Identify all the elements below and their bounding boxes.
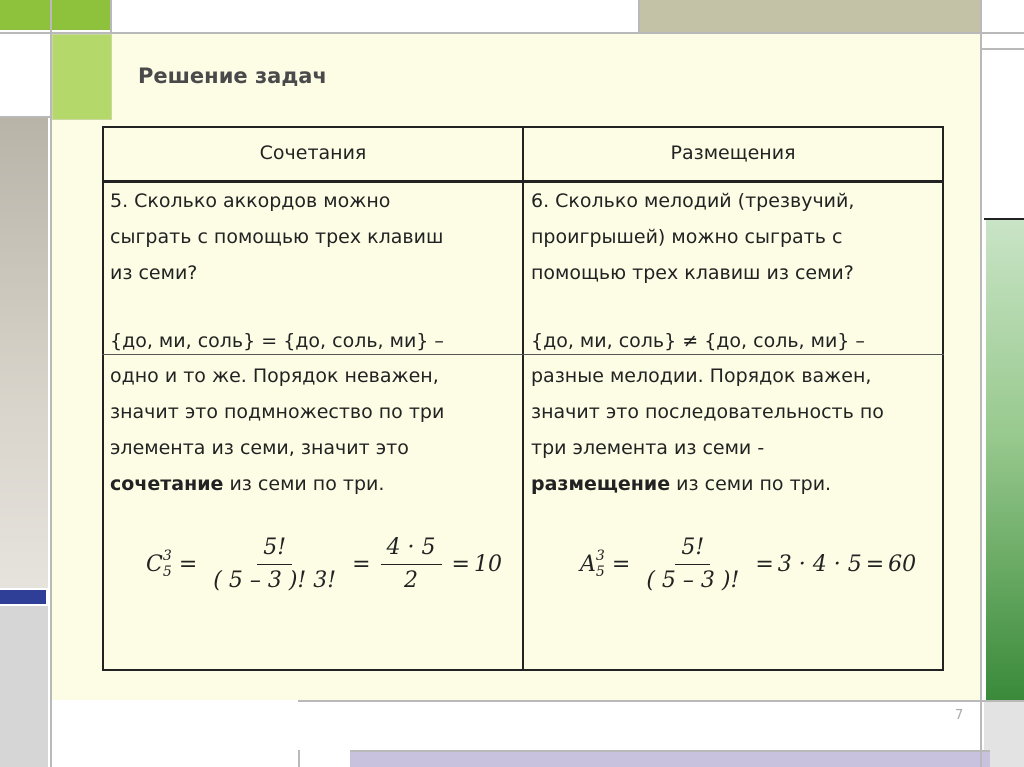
- decor-line: [0, 116, 52, 118]
- slide-footer-area: [52, 700, 980, 750]
- decor-right-green-bar: [986, 220, 1024, 700]
- decor-left-gray-bar-bottom: [0, 606, 48, 767]
- equals-sign: =: [865, 551, 885, 577]
- left-conclusion: [110, 466, 520, 502]
- fraction-denominator: 2: [404, 567, 419, 593]
- left-question: [110, 183, 520, 291]
- right-conclusion: [531, 466, 941, 502]
- left-question-line: 5. Сколько аккордов можно: [110, 190, 391, 212]
- left-question-line: из семи?: [110, 262, 198, 284]
- right-question-line: помощью трех клавиш из семи?: [531, 262, 854, 284]
- left-explanation-line: элемента из семи, значит это: [110, 437, 409, 459]
- right-question: [531, 183, 941, 291]
- formula-superscript: 3: [162, 547, 172, 564]
- left-explanation: [110, 358, 520, 502]
- right-set-inequality: {до, ми, соль} ≠ {до, соль, ми} –: [531, 330, 865, 352]
- combination-formula: [146, 532, 502, 596]
- arrangement-symbol: [580, 547, 605, 580]
- left-explanation-line: значит это подмножество по три: [110, 401, 445, 423]
- right-explanation: [531, 358, 941, 502]
- equals-sign: =: [352, 551, 371, 577]
- right-explanation-line: три элемента из семи -: [531, 437, 765, 459]
- right-question-line: проигрышей) можно сыграть с: [531, 226, 843, 248]
- decor-left-gray-bar: [0, 118, 48, 588]
- fraction-denominator: ( 5 – 3 )! 3!: [213, 567, 337, 593]
- fraction-denominator: ( 5 – 3 )!: [646, 567, 740, 593]
- equals-sign: =: [451, 551, 470, 577]
- formula-result: 60: [888, 551, 917, 577]
- fraction-numerator: 5!: [257, 535, 292, 565]
- decor-line: [350, 750, 990, 752]
- decor-line: [298, 700, 982, 702]
- right-question-line: 6. Сколько мелодий (трезвучий,: [531, 190, 855, 212]
- equals-sign: =: [755, 551, 774, 577]
- decor-green-square: [52, 34, 112, 120]
- decor-olive-block: [640, 0, 980, 32]
- formula-superscript: 3: [595, 547, 605, 564]
- decor-right-gray-block: [984, 700, 1024, 767]
- formula-product: 3 · 4 · 5: [777, 551, 862, 577]
- right-conclusion-rest: из семи по три.: [670, 473, 832, 495]
- slide-title: Решение задач: [138, 64, 327, 88]
- decor-green-block: [0, 0, 110, 30]
- decor-line: [980, 0, 982, 767]
- table-header-arrangements: Размещения: [670, 142, 796, 164]
- fraction-numerator: 5!: [675, 535, 710, 565]
- decor-right-dark-line: [984, 218, 1024, 220]
- left-explanation-line: одно и то же. Порядок неважен,: [110, 365, 439, 387]
- left-conclusion-rest: из семи по три.: [223, 473, 385, 495]
- page-number: 7: [955, 708, 964, 723]
- fraction-numerator: 4 · 5: [381, 535, 442, 565]
- formula-symbol-letter: C: [146, 551, 163, 577]
- table-header-combinations: Сочетания: [259, 142, 367, 164]
- decor-line: [110, 0, 112, 34]
- table-column-divider: [522, 126, 524, 671]
- right-explanation-line: разные мелодии. Порядок важен,: [531, 365, 872, 387]
- formula-subscript: 5: [162, 563, 172, 580]
- fraction: [640, 535, 745, 594]
- left-set-equality: {до, ми, соль} = {до, соль, ми} –: [110, 330, 444, 352]
- left-conclusion-term: сочетание: [110, 473, 224, 495]
- decor-blue-strip: [0, 590, 46, 604]
- right-explanation-line: значит это последовательность по: [531, 401, 884, 423]
- fraction: [381, 535, 442, 594]
- equals-sign: =: [611, 551, 631, 577]
- equals-sign: =: [178, 551, 198, 577]
- right-conclusion-term: размещение: [531, 473, 671, 495]
- formula-result: 10: [473, 551, 502, 577]
- formula-symbol-letter: A: [580, 551, 596, 577]
- decor-bottom-purple-strip: [350, 752, 990, 767]
- arrangement-formula: [580, 532, 916, 596]
- combination-symbol: [146, 547, 172, 580]
- fraction: [207, 535, 342, 594]
- left-question-line: сыграть с помощью трех клавиш: [110, 226, 444, 248]
- formula-subscript: 5: [595, 563, 605, 580]
